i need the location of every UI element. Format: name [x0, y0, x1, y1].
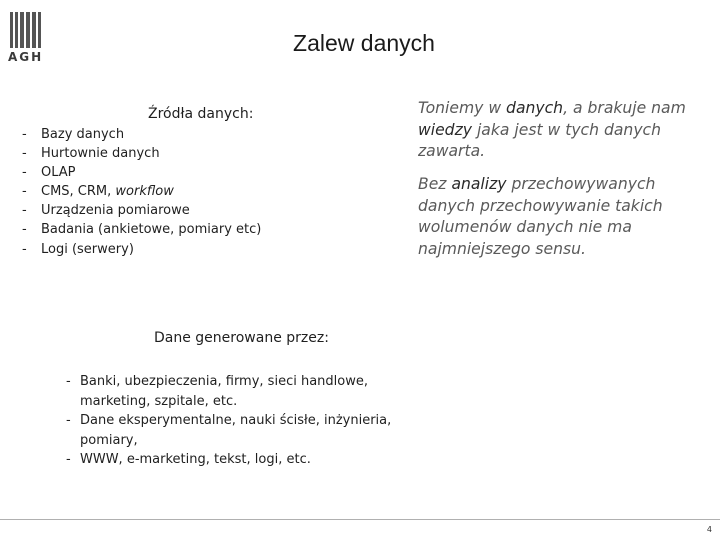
generated-heading: Dane generowane przez: — [154, 330, 329, 346]
sources-heading: Źródła danych: — [148, 106, 254, 122]
list-item: - Logi (serwery) — [22, 241, 134, 257]
footer-divider — [0, 519, 720, 520]
list-item: - Hurtownie danych — [22, 146, 160, 162]
list-item: - WWW, e-marketing, tekst, logi, etc. — [66, 452, 311, 467]
list-item: - Badania (ankietowe, pomiary etc) — [22, 222, 262, 238]
list-item: - Bazy danych — [22, 127, 125, 142]
data-flood-note: Toniemy w danych, a brakuje nam wiedzy jaka jest w tych danych zawarta. — [418, 99, 686, 160]
sources-list — [22, 125, 261, 259]
list-item: - Banki, ubezpieczenia, firmy, sieci handlowe, marketing, szpitale, etc. — [66, 374, 368, 409]
analysis-note: Bez analizy przechowywanych danych przechowywanie takich wolumenów danych nie ma najmniejszego sensu. — [418, 175, 663, 258]
page-number: 4 — [706, 525, 712, 534]
slide-title: Zalew danych — [293, 30, 435, 56]
generated-list — [66, 372, 396, 470]
agh-logo-text: AGH — [8, 50, 44, 64]
list-item: - Urządzenia pomiarowe — [22, 203, 190, 219]
list-item: - CMS, CRM, workflow — [22, 184, 174, 200]
list-item: - Dane eksperymentalne, nauki ścisłe, inżynieria, pomiary, — [66, 413, 392, 448]
list-item: - OLAP — [22, 165, 76, 181]
